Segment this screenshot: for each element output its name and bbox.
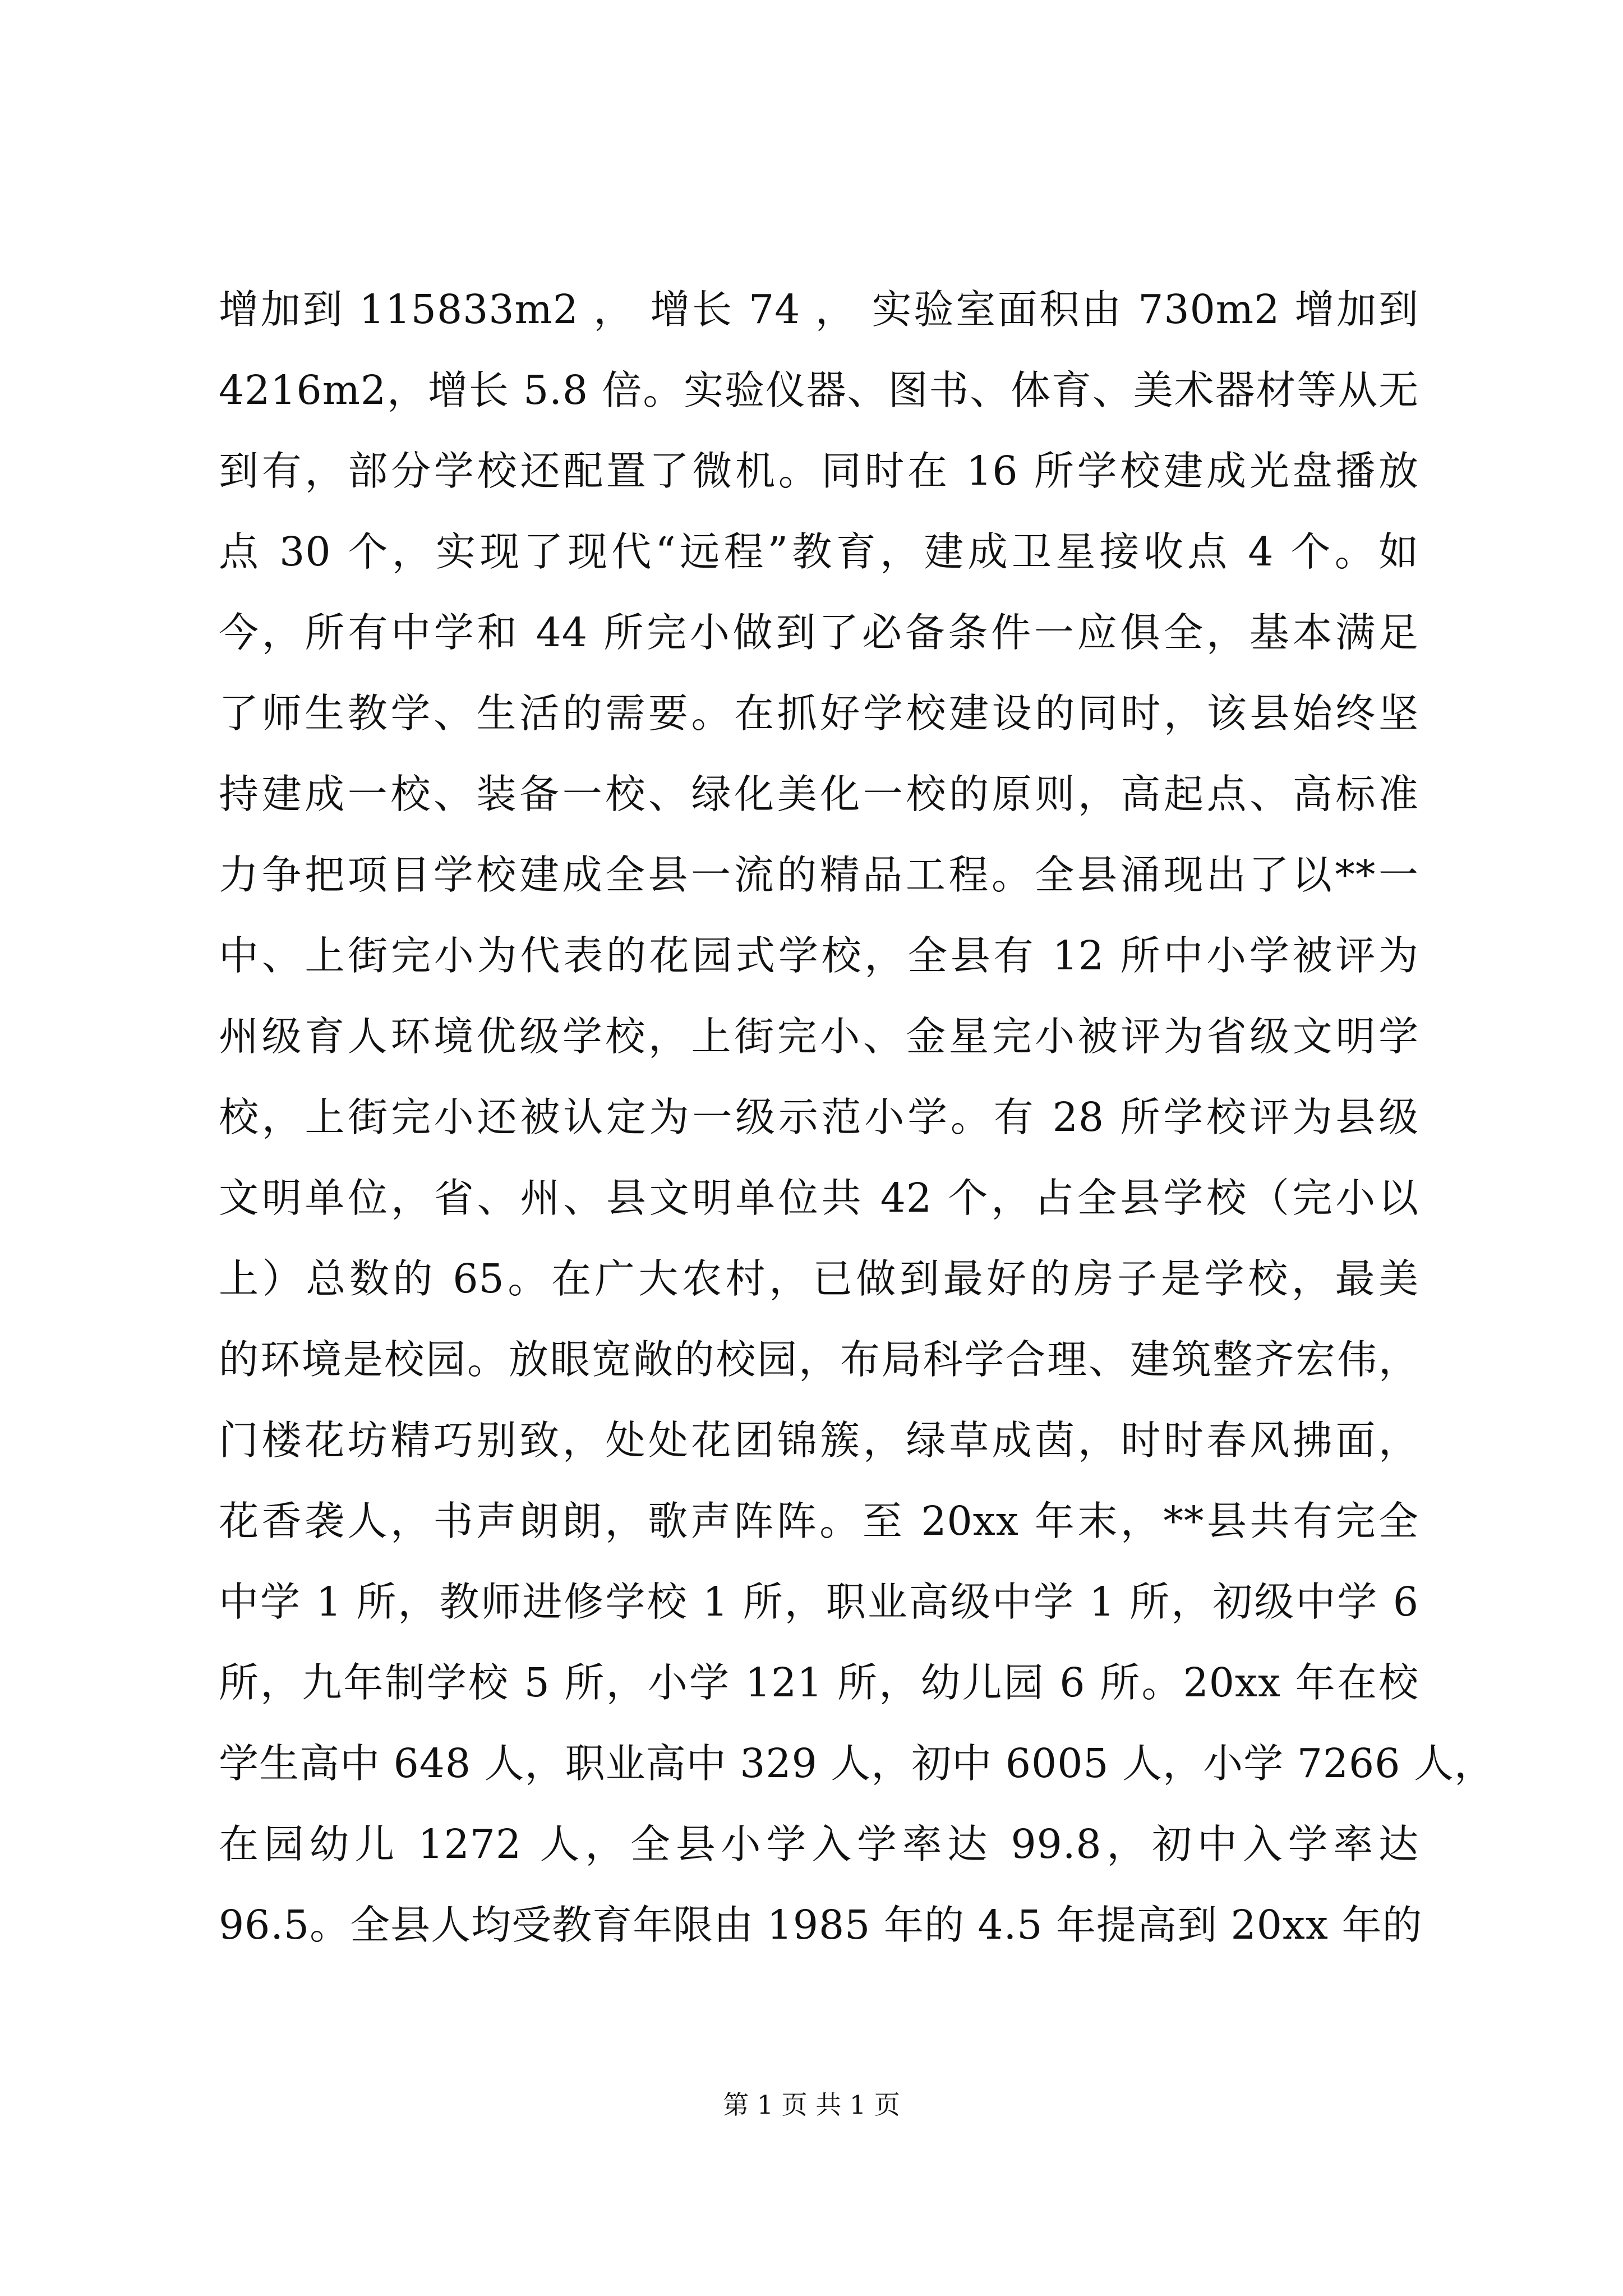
text-line: 所，九年制学校 5 所，小学 121 所，幼儿园 6 所。20xx 年在校 <box>219 1659 1419 1706</box>
text-line: 门楼花坊精巧别致，处处花团锦簇，绿草成茵，时时春风拂面， <box>219 1417 1419 1464</box>
text-line: 花香袭人，书声朗朗，歌声阵阵。至 20xx 年末，**县共有完全 <box>219 1498 1419 1544</box>
text-line: 点 30 个，实现了现代“远程”教育，建成卫星接收点 4 个。如 <box>219 528 1419 575</box>
text-line: 在园幼儿 1272 人，全县小学入学率达 99.8，初中入学率达 <box>219 1821 1419 1867</box>
text-line: 校，上街完小还被认定为一级示范小学。有 28 所学校评为县级 <box>219 1094 1419 1140</box>
text-line: 州级育人环境优级学校，上街完小、金星完小被评为省级文明学 <box>219 1013 1419 1060</box>
text-line: 中学 1 所，教师进修学校 1 所，职业高级中学 1 所，初级中学 6 <box>219 1579 1419 1625</box>
text-line: 文明单位，省、州、县文明单位共 42 个，占全县学校（完小以 <box>219 1175 1419 1221</box>
text-line: 的环境是校园。放眼宽敞的校园，布局科学合理、建筑整齐宏伟， <box>219 1336 1419 1383</box>
text-line: 到有，部分学校还配置了微机。同时在 16 所学校建成光盘播放 <box>219 448 1419 494</box>
text-line: 增加到 115833m2 ， 增长 74 ， 实验室面积由 730m2 增加到 <box>219 286 1419 333</box>
text-line: 力争把项目学校建成全县一流的精品工程。全县涌现出了以**一 <box>219 852 1419 898</box>
text-line: 中、上街完小为代表的花园式学校，全县有 12 所中小学被评为 <box>219 932 1419 979</box>
body-text <box>219 269 1495 1966</box>
text-line: 上）总数的 65。在广大农村，已做到最好的房子是学校，最美 <box>219 1255 1419 1302</box>
text-line: 持建成一校、装备一校、绿化美化一校的原则，高起点、高标准 <box>219 771 1419 817</box>
text-line: 今，所有中学和 44 所完小做到了必备条件一应俱全，基本满足 <box>219 609 1419 656</box>
text-line: 学生高中 648 人，职业高中 329 人，初中 6005 人，小学 7266 人， <box>219 1740 1495 1787</box>
text-line: 4216m2，增长 5.8 倍。实验仪器、图书、体育、美术器材等从无 <box>219 367 1419 413</box>
text-line: 96.5。全县人均受教育年限由 1985 年的 4.5 年提高到 20xx 年的 <box>219 1902 1423 1948</box>
page-footer: 第 1 页 共 1 页 <box>723 2090 900 2120</box>
text-line: 了师生教学、生活的需要。在抓好学校建设的同时，该县始终坚 <box>219 690 1419 737</box>
